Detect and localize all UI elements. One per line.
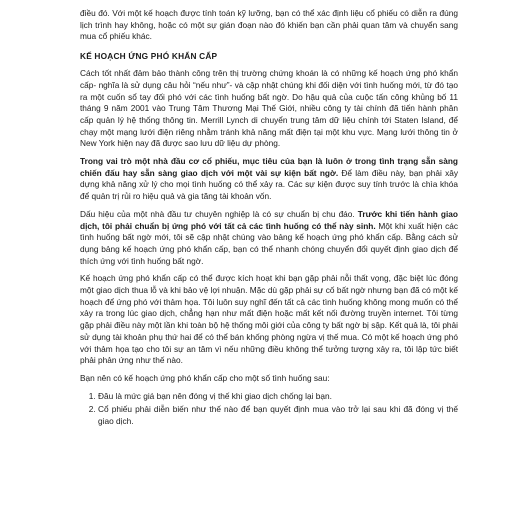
- paragraph-2-bold: Trong vai trò một nhà đầu cơ cổ phiếu, mục tiêu của bạn là luôn ở trong tình trạng sẵn sàng chiến đấu hay sẵn sàng giao dịch với một vài sự kiện bất ngờ.: [80, 156, 458, 178]
- list-item: 1. Đâu là mức giá bạn nên đóng vị thế khi giao dịch chống lại bạn.: [98, 391, 458, 403]
- list-item: 2. Cổ phiếu phải diễn biến như thế nào để bạn quyết định mua vào trở lại sau khi đã đóng vị thế giao dịch.: [98, 404, 458, 427]
- paragraph-5: Bạn nên có kế hoạch ứng phó khẩn cấp cho một số tình huống sau:: [80, 372, 330, 383]
- paragraph-3-start: Dấu hiệu của một nhà đầu tư chuyên nghiệp là có sự chuẩn bị chu đáo.: [80, 208, 358, 219]
- contingency-list: [80, 391, 458, 428]
- paragraph-3: [80, 209, 458, 268]
- intro-paragraph: điều đó. Với một kế hoạch được tính toán kỹ lưỡng, bạn có thể xác định liệu cổ phiếu có diễn ra đúng lịch trình hay không, hoặc có một sự gián đoạn nào đó khiến bạn cần phải quan tâm và chuyển sang mua cổ phiếu khác.: [80, 8, 458, 42]
- paragraph-3-bold: Trước khi tiến hành giao dịch, tôi phải chuẩn bị ứng phó với tất cả các tình huống có thể này sinh.: [80, 208, 458, 231]
- paragraph-1: Cách tốt nhất đảm bảo thành công trên thị trường chứng khoán là có những kế hoạch ứng phó khẩn cấp- nghĩa là sử dụng câu hỏi “nếu như”- và cập nhật chúng khi đối diện với tình huống mới, từ đó tạo ra một cuốn sổ tay đối phó với các tình huống bất ngờ. Do hậu quả của cuộc tấn công khủng bố 11 tháng 9 năm 2001 vào Trung Tâm Thương Mại Thế Giới, nhiều công ty tài chính đã tiến hành phân cấp quản lý hệ thống thông tin. Merrill Lynch di chuyển trung tâm dữ liệu chính tới Staten Island, để chạy một mạng lưới điện riêng nhằm tránh khả năng mất điện tại một khu vực. Mạng lưới thông tin ở New York hiện nay đã được sao lưu dữ liệu dự phòng.: [80, 68, 458, 149]
- section-heading: KẾ HOẠCH ỨNG PHÓ KHẨN CẤP: [80, 51, 218, 62]
- paragraph-2-rest: Để làm điều này, bạn phải xây dựng khả năng xử lý cho mọi tình huống có thể xảy ra. Các sự kiện được suy tính trước là chìa khóa để quản trị rủi ro hiệu quả và gia tăng tài khoản vốn.: [80, 167, 458, 202]
- paragraph-2: [80, 156, 458, 203]
- paragraph-4: Kế hoạch ứng phó khẩn cấp có thể được kích hoạt khi bạn gặp phải nỗi thất vọng, đặc biệt lúc đóng một giao dịch thua lỗ và khi bảo vệ lợi nhuận. Mặc dù gặp phải sự cố bất ngờ nhưng bạn đã có một kế hoạch để ứng phó với thảm họa. Tôi luôn suy nghĩ đến tất cả các tình huống không mong muốn có thể xảy ra trong lúc giao dịch, chẳng hạn như mất điện hoặc mất kết nối đường truyền internet. Tôi từng gặp phải điều này một lần khi toàn bộ hệ thống môi giới của công ty bất ngờ bị sập. Kết quả là, tôi phải sử dụng tài khoản phụ thứ hai để có thể bán khống phòng ngừa vị thế mua. Có một kế hoạch ứng phó với thảm họa tạo cho tôi sự an tâm vì nếu những điều không thể tưởng tượng xảy ra, tôi lập tức biết phải phản ứng như thế nào.: [80, 273, 458, 366]
- paragraph-3-rest: Một khi xuất hiện các tình huống bất ngờ mới, tôi sẽ cập nhật chúng vào bảng kế hoạch ứng phó khẩn cấp. Bằng cách sử dụng bảng kế hoạch ứng phó khẩn cấp, bạn có thể nhanh chóng chuyển đổi quyết định giao dịch để thích ứng với tình huống bất ngờ.: [80, 220, 458, 266]
